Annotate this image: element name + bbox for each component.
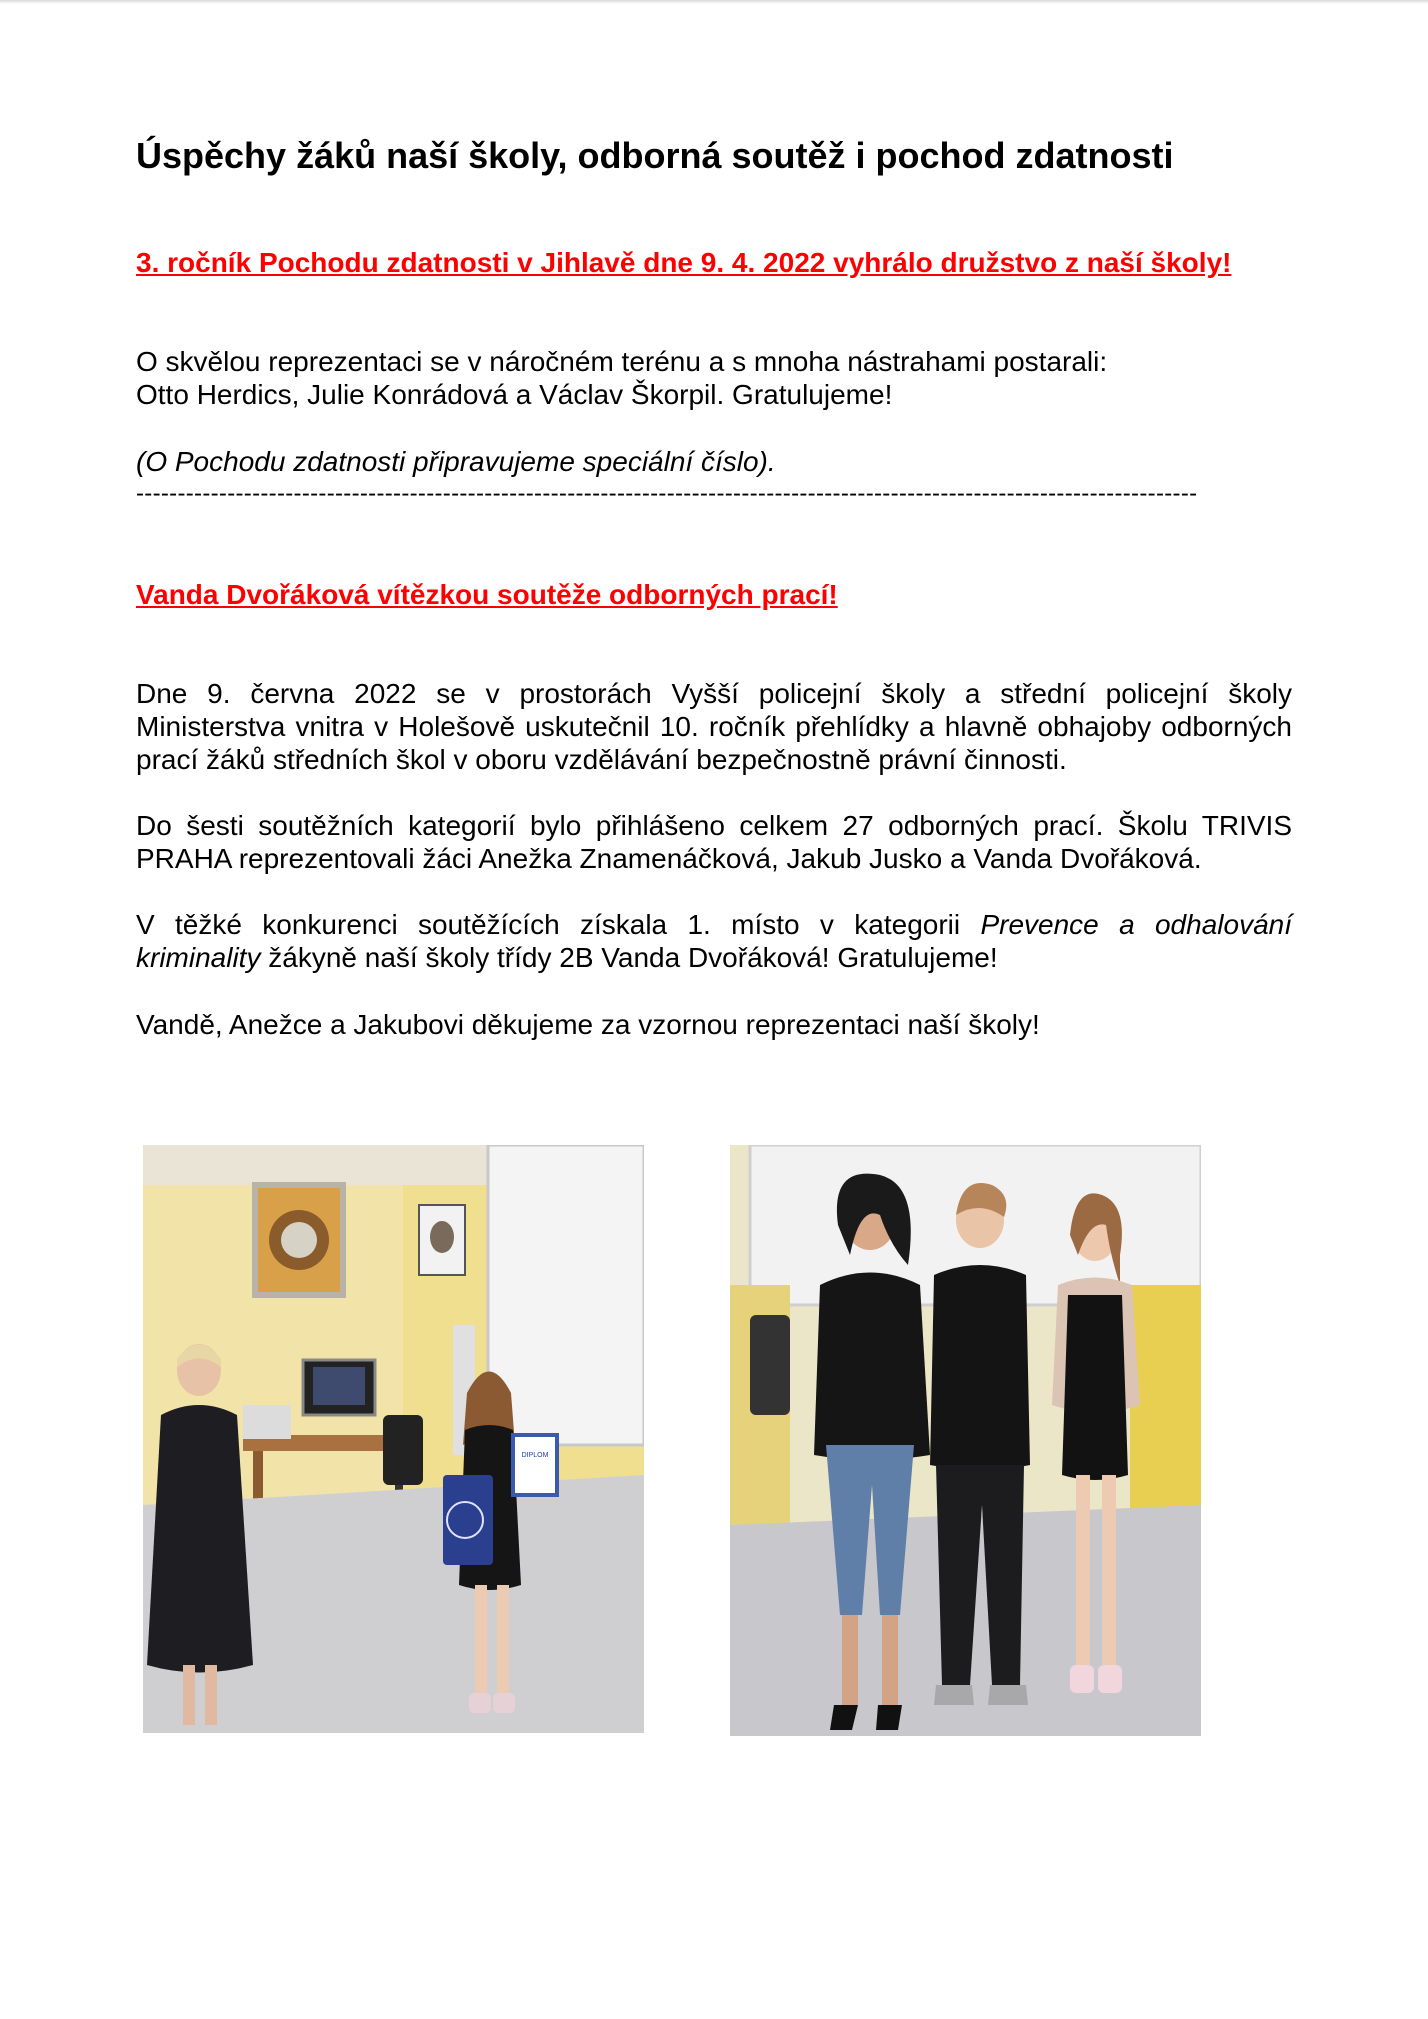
section2-p2-line2: PRAHA reprezentovali žáci Anežka Znamenáčková, Jakub Jusko a Vanda Dvořáková. <box>136 843 1202 874</box>
diploma-label: DIPLOM <box>521 1452 549 1459</box>
section2-paragraph-2 <box>136 809 1292 875</box>
section2-paragraph-3 <box>136 908 1292 974</box>
section2-p3-line1 <box>136 908 1292 941</box>
section1-note: (O Pochodu zdatnosti připravujeme speciální číslo). <box>136 446 776 477</box>
section1-paragraph-line1: O skvělou reprezentaci se v náročném terénu a s mnoha nástrahami postarali: <box>136 346 1108 377</box>
section-separator: -------------------------------------------------------------------------------------------------------------------------------- <box>136 480 1198 507</box>
photo-award-ceremony <box>143 1145 644 1733</box>
photo-three-students <box>730 1145 1201 1736</box>
page-top-shadow <box>0 0 1428 4</box>
section1-headline: 3. ročník Pochodu zdatnosti v Jihlavě dne 9. 4. 2022 vyhrálo družstvo z naší školy! <box>136 247 1232 278</box>
section2-p1-line1: Dne 9. června 2022 se v prostorách Vyšší policejní školy a střední policejní školy <box>136 678 1292 709</box>
category-name-part1: Prevence a odhalování <box>980 909 1292 940</box>
category-name-part2: kriminality <box>136 942 261 973</box>
photo-three-students-illustration <box>730 1145 1201 1736</box>
section2-p1-line3: prací žáků středních škol v oboru vzdělávání bezpečnostně právní činnosti. <box>136 744 1067 775</box>
photo-award-ceremony-illustration <box>143 1145 644 1733</box>
page-title: Úspěchy žáků naší školy, odborná soutěž i pochod zdatnosti <box>136 135 1174 176</box>
section2-paragraph-1 <box>136 677 1292 776</box>
section2-p1-line2: Ministerstva vnitra v Holešově uskutečnil 10. ročník přehlídky a hlavně obhajoby odborných <box>136 711 1292 742</box>
section2-p3-line2 <box>136 941 1292 974</box>
section2-p3-line2-text: žákyně naší školy třídy 2B Vanda Dvořáková! Gratulujeme! <box>260 942 998 973</box>
section2-p3-line1-text: V těžké konkurenci soutěžících získala 1. místo v kategorii <box>136 909 981 940</box>
section1-paragraph <box>136 345 1292 411</box>
section2-p2-line1: Do šesti soutěžních kategorií bylo přihlášeno celkem 27 odborných prací. Školu TRIVIS <box>136 810 1292 841</box>
section1-paragraph-line2: Otto Herdics, Julie Konrádová a Václav Škorpil. Gratulujeme! <box>136 379 893 410</box>
section2-headline: Vanda Dvořáková vítězkou soutěže odborných prací! <box>136 579 838 610</box>
section2-paragraph-4: Vandě, Anežce a Jakubovi děkujeme za vzornou reprezentaci naší školy! <box>136 1009 1040 1040</box>
